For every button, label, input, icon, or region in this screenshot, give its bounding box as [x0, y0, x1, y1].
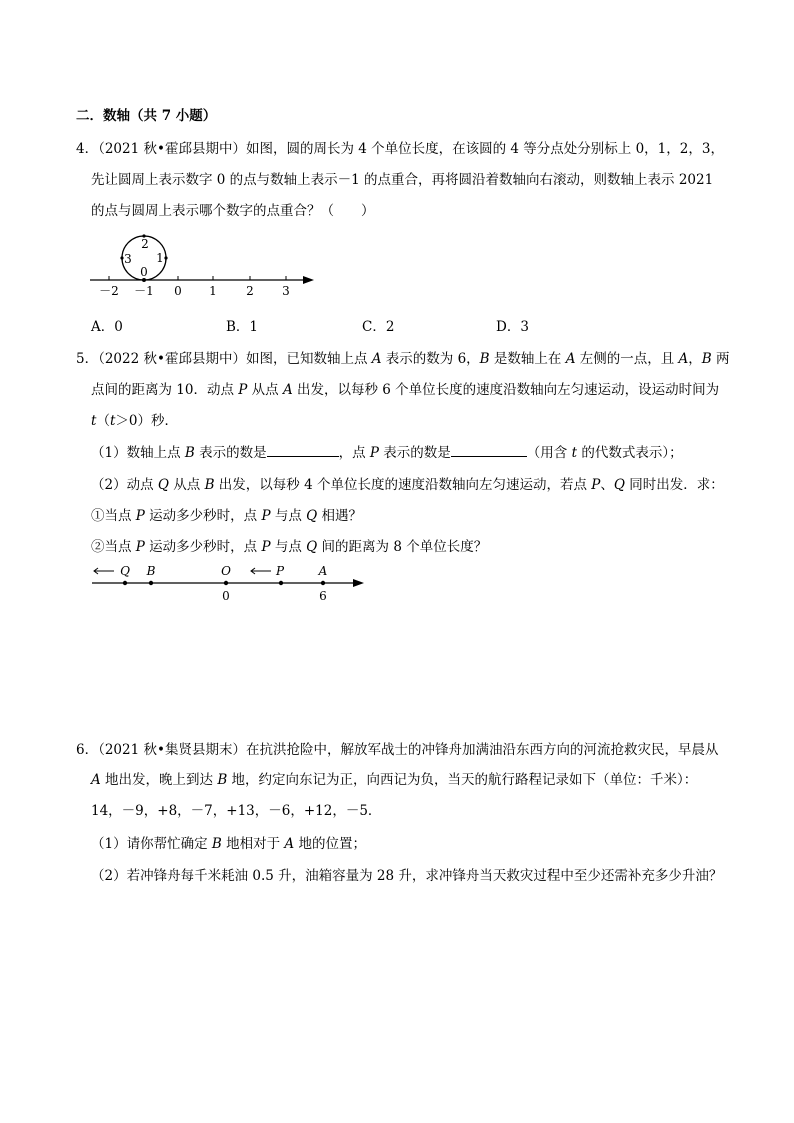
q5-line1: 5．（2022 秋•霍邱县期中）如图，已知数轴上点 A 表示的数为 6，B 是数轴上在 A 左侧的一点，且 A，B 两 — [76, 351, 730, 367]
section-title: 二．数轴（共 7 小题） — [76, 108, 217, 124]
q5-figure — [88, 560, 373, 606]
tick-label-0: 0 — [222, 589, 230, 603]
q5-sub1: （1）数轴上点 B 表示的数是 ，点 P 表示的数是 （用含 t 的代数式表示）； — [91, 441, 683, 461]
label-p: P — [275, 564, 285, 578]
q6-sub2: （2）若冲锋舟每千米耗油 0.5 升，油箱容量为 28 升，求冲锋舟当天救灾过程中至少还需补充多少升油？ — [91, 868, 723, 884]
circle-label-0: 0 — [140, 265, 148, 279]
arrow-right-icon — [303, 276, 314, 284]
arrow-right-icon — [353, 579, 364, 587]
q4-option-b: B．1 — [226, 319, 259, 335]
circle-label-1: 1 — [156, 251, 164, 265]
q4-option-c: C．2 — [362, 319, 395, 335]
point-a — [321, 581, 325, 585]
circle-point-3 — [120, 256, 123, 259]
q5-sub2: （2）动点 Q 从点 B 出发，以每秒 4 个单位长度的速度沿数轴向左匀速运动，若点 P、Q 同时出发．求： — [91, 477, 724, 493]
answer-blank-b[interactable] — [267, 442, 339, 457]
q5-case2: ②当点 P 运动多少秒时，点 P 与点 Q 间的距离为 8 个单位长度？ — [91, 539, 488, 555]
answer-blank-p[interactable] — [451, 442, 527, 457]
tick-label-neg2: －2 — [99, 284, 119, 298]
tick-label-3: 3 — [282, 284, 290, 298]
q4-figure — [88, 228, 328, 300]
label-o: O — [221, 564, 231, 578]
label-b: B — [146, 564, 156, 578]
q6-sub1: （1）请你帮忙确定 B 地相对于 A 地的位置； — [91, 836, 366, 852]
tick-label-1: 1 — [209, 284, 217, 298]
tick-label-6: 6 — [319, 589, 327, 603]
tick-label-0: 0 — [174, 284, 182, 298]
q5-line2: 点间的距离为 10．动点 P 从点 A 出发，以每秒 6 个单位长度的速度沿数轴向左匀速运动，设运动时间为 — [91, 382, 720, 398]
q6-line1: 6．（2021 秋•集贤县期末）在抗洪抢险中，解放军战士的冲锋舟加满油沿东西方向的河流抢救灾民，早晨从 — [76, 742, 719, 758]
q4-line3: 的点与圆周上表示哪个数字的点重合？（ ） — [91, 203, 375, 219]
q5-line3: t（t＞0）秒． — [91, 413, 178, 429]
q4-option-a: A．0 — [91, 319, 123, 335]
label-q: Q — [120, 564, 130, 578]
label-a: A — [318, 564, 328, 578]
q4-line2: 先让圆周上表示数字 0 的点与数轴上表示－1 的点重合，再将圆沿着数轴向右滚动，则数轴上表示 2021 — [91, 172, 714, 188]
tick-label-neg1: －1 — [134, 284, 154, 298]
q6-line2: A 地出发，晚上到达 B 地，约定向东记为正，向西记为负，当天的航行路程记录如下（单位：千米）： — [91, 772, 698, 788]
point-p — [279, 581, 283, 585]
q4-line1: 4．（2021 秋•霍邱县期中）如图，圆的周长为 4 个单位长度，在该圆的 4 等分点处分别标上 0，1，2，3， — [76, 141, 724, 157]
circle-label-2: 2 — [141, 237, 149, 251]
q6-line3: 14，－9，+8，－7，+13，－6，+12，－5． — [91, 803, 382, 819]
circle-label-3: 3 — [124, 252, 132, 266]
point-q — [123, 581, 127, 585]
q5-case1: ①当点 P 运动多少秒时，点 P 与点 Q 相遇？ — [91, 508, 363, 524]
tick-label-2: 2 — [246, 284, 254, 298]
point-b — [149, 581, 153, 585]
circle-point-1 — [164, 256, 167, 259]
point-o — [224, 581, 228, 585]
q4-option-d: D．3 — [496, 319, 529, 335]
